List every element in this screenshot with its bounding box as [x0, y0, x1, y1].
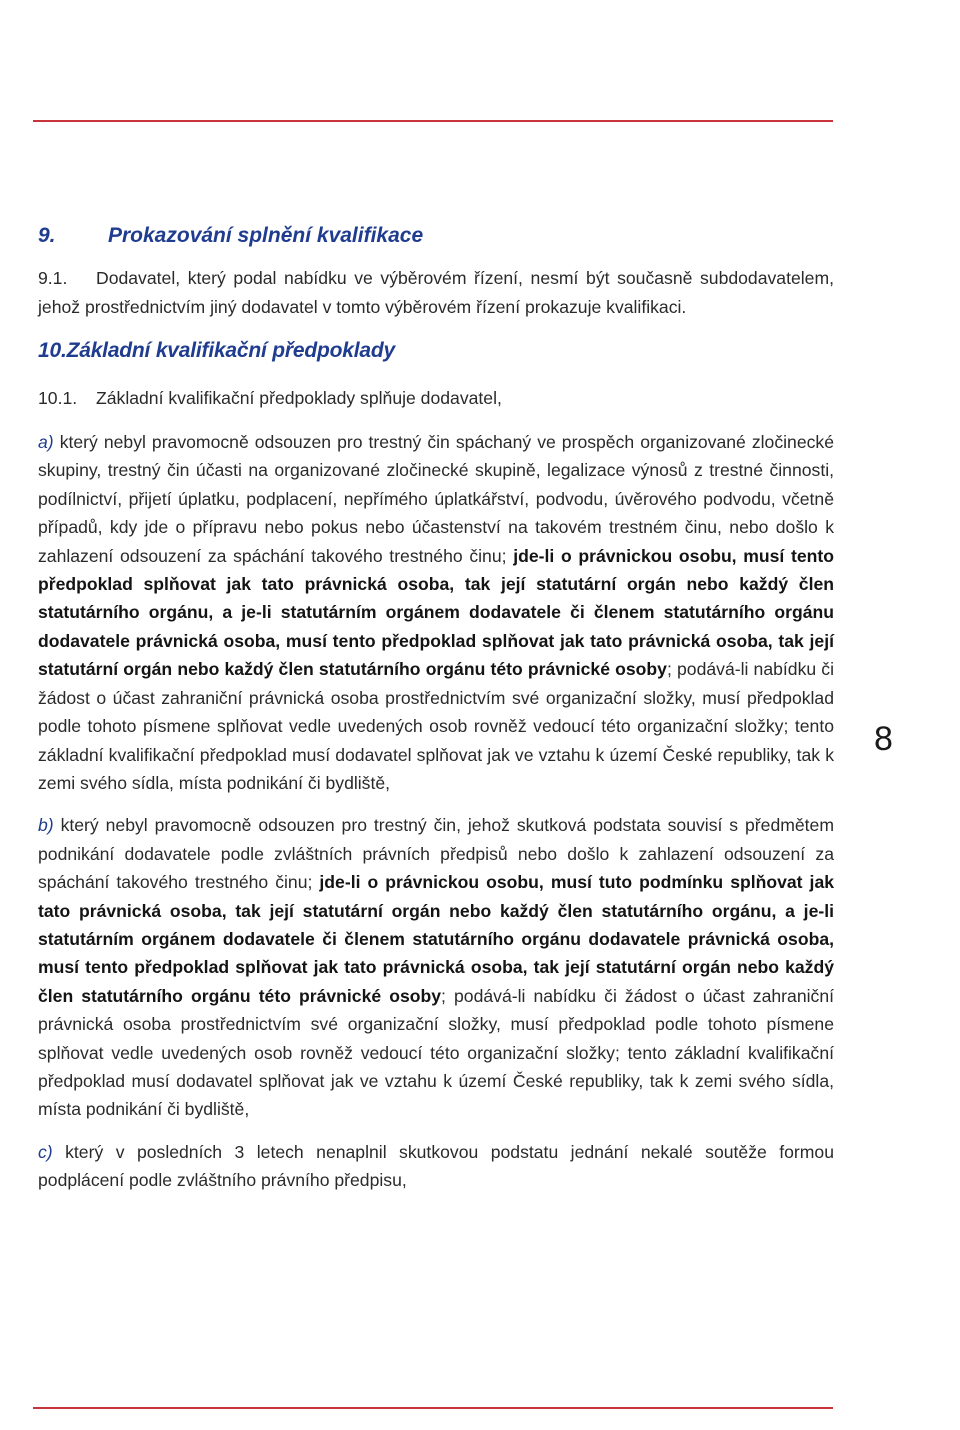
section-10-number: 10.	[38, 339, 67, 363]
paragraph-10-1	[38, 384, 834, 412]
item-b-text: který nebyl pravomocně odsouzen pro trestný čin, jehož skutková podstata souvisí s předmětem podnikání dodavatele podle zvláštních právních předpisů nebo došlo k zahlazení odsouzení za spáchání takového trestného činu;	[38, 815, 835, 893]
section-9-number: 9.	[38, 224, 56, 247]
item-c-text: který v posledních 3 letech nenaplnil skutkovou podstatu jednání nekalé soutěže formou podplácení podle zvláštního právního předpisu,	[38, 1141, 834, 1191]
item-c-letter: c)	[38, 1141, 53, 1162]
document-body	[38, 222, 834, 1209]
section-9-title: Prokazování splnění kvalifikace	[108, 224, 424, 247]
item-b-bold: jde-li o právnickou osobu, musí tuto podmínku splňovat jak tato právnická osoba, tak její statutární orgán nebo každý člen statutárního orgánu, a je-li statutárním orgánem dodavatele či členem statutárního orgánu dodavatele právnická osoba, musí tento předpoklad splňovat jak tato právnická osoba, tak její statutární orgán nebo každý člen statutárního orgánu této právnické osoby	[38, 872, 835, 1006]
item-b-letter: b)	[38, 815, 54, 836]
item-a	[38, 428, 834, 797]
bottom-rule	[33, 1407, 833, 1409]
item-a-text: který nebyl pravomocně odsouzen pro trestný čin spáchaný ve prospěch organizované zločinecké skupiny, trestný čin účasti na organizované zločinecké skupině, legalizace výnosů z trestné činnosti, podílnictví, přijetí úplatku, podplacení, nepřímého úplatkářství, podvodu, úvěrového podvodu, včetně případů, kdy jde o přípravu nebo pokus nebo účastenství na takovém trestném činu, nebo došlo k zahlazení odsouzení za spáchání takového trestného činu;	[38, 432, 834, 566]
top-rule	[33, 120, 833, 122]
paragraph-9-1-text: Dodavatel, který podal nabídku ve výběrovém řízení, nesmí být současně subdodavatelem, jehož prostřednictvím jiný dodavatel v tomto výběrovém řízení prokazuje kvalifikaci.	[38, 268, 834, 317]
section-10-title: Základní kvalifikační předpoklady	[66, 339, 395, 363]
item-c	[38, 1138, 834, 1195]
paragraph-10-1-text: Základní kvalifikační předpoklady splňuje dodavatel,	[96, 387, 502, 408]
item-a-letter: a)	[38, 432, 54, 453]
item-a-bold: jde-li o právnickou osobu, musí tento předpoklad splňovat jak tato právnická osoba, tak její statutární orgán nebo každý člen statutárního orgánu, a je-li statutárním orgánem dodavatele či členem statutárního orgánu dodavatele právnická osoba, musí tento předpoklad splňovat jak tato právnická osoba, tak její statutární orgán nebo každý člen statutárního orgánu této právnické osoby	[38, 545, 834, 680]
section-9-heading	[38, 222, 834, 250]
section-10-heading	[38, 337, 834, 365]
paragraph-9-1	[38, 264, 834, 321]
page-number: 8	[874, 720, 893, 758]
item-b-text-cont: ; podává-li nabídku či žádost o účast zahraniční právnická osoba prostřednictvím své organizační složky, musí předpoklad podle tohoto písmene splňovat vedle uvedených osob rovněž vedoucí této organizační složky; tento základní kvalifikační předpoklad musí dodavatel splňovat jak ve vztahu k území České republiky, tak k zemi svého sídla, místa podnikání či bydliště,	[38, 985, 834, 1120]
paragraph-9-1-number: 9.1.	[38, 268, 68, 289]
item-b	[38, 811, 834, 1123]
item-a-text-cont: ; podává-li nabídku či žádost o účast zahraniční právnická osoba prostřednictvím své organizační složky, musí předpoklad podle tohoto písmene splňovat vedle uvedených osob rovněž vedoucí této organizační složky; tento základní kvalifikační předpoklad musí dodavatel splňovat jak ve vztahu k území České republiky, tak k zemi svého sídla, místa podnikání či bydliště,	[38, 659, 835, 793]
paragraph-10-1-number: 10.1.	[38, 387, 78, 408]
